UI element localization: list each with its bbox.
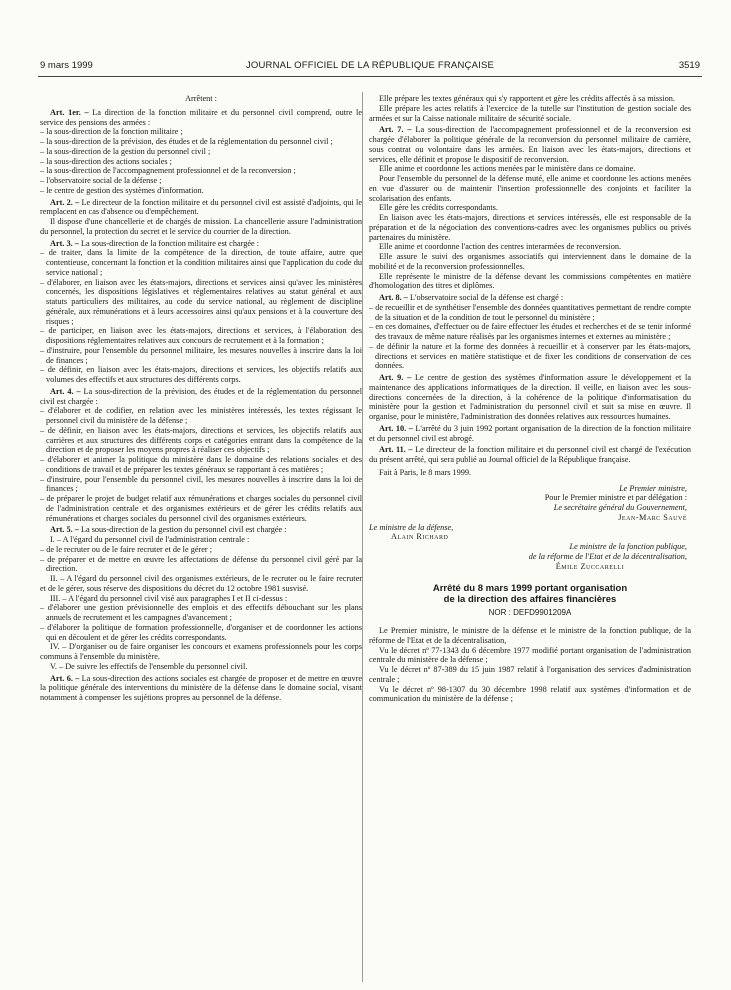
signature-line: Pour le Premier ministre et par délégation : xyxy=(544,493,687,503)
article-label: Art. 7. – xyxy=(379,125,412,135)
list-item: – d'élaborer une gestion prévisionnelle des emplois et des effectifs débouchant sur les plans annuels de recrutement et les campagnes d'avancement ; xyxy=(40,603,362,622)
signature-role: Le secrétaire général du Gouvernement, xyxy=(553,503,687,512)
column-divider xyxy=(362,92,363,982)
article-paragraph xyxy=(40,387,362,407)
body-paragraph: Vu le décret nº 87-389 du 15 juin 1987 relatif à l'organisation des services d'administration centrale ; xyxy=(369,665,691,684)
page-header xyxy=(40,60,700,76)
body-paragraph: Elle prépare les textes généraux qui s'y rapportent et gère les crédits affectés à sa mission. xyxy=(379,94,675,103)
list-item: – l'observatoire social de la défense ; xyxy=(40,176,162,185)
list-item: – d'instruire, pour l'ensemble du personnel militaire, les mesures nouvelles à inscrire dans la loi de finances ; xyxy=(40,345,362,365)
page-number: 3519 xyxy=(678,60,700,71)
article-paragraph xyxy=(40,525,362,535)
body-paragraph: Elle anime et coordonne les actions menées par le ministère dans ce domaine. xyxy=(379,164,636,174)
list-item: – d'instruire, pour l'ensemble du personnel civil, les mesures nouvelles à inscrire dans la loi de finances ; xyxy=(40,474,362,494)
spacer xyxy=(369,571,691,583)
signature-role: Le Premier ministre, xyxy=(619,483,687,493)
list-item: – de traiter, dans la limite de la compétence de la direction, de toute affaire, autre que contentieuse, concernant la fonction et la condition militaires ainsi que l'application du code du service national ; xyxy=(40,248,362,277)
article-text: Le directeur de la fonction militaire et du personnel civil est assisté d'adjoints, qui le remplacent en cas d'absence ou d'empêchement. xyxy=(40,197,362,217)
article-text: La sous-direction de la fonction militaire est chargée : xyxy=(78,238,260,248)
list-item: – de recueillir et de synthétiser l'ensemble des données quantitatives permettant de rendre compte de la situation et de la condition de tout le personnel du ministère ; xyxy=(369,302,691,322)
body-paragraph: I. – A l'égard du personnel civil de l'administration centrale : xyxy=(50,535,250,544)
signature-role: Le ministre de la fonction publique, xyxy=(569,542,687,551)
article-text: L'observatoire social de la défense est chargé : xyxy=(407,293,564,302)
nor-reference: NOR : DEFD9901209A xyxy=(488,608,572,618)
body-paragraph: Elle assure le suivi des organismes associatifs qui interviennent dans le domaine de la mobilité et de la reconversion professionnelles. xyxy=(369,252,691,271)
body-paragraph: Elle prépare les actes relatifs à l'exercice de la tutelle sur l'institution de gestion sociale des armées et sur la Caisse nationale militaire de sécurité sociale. xyxy=(369,103,691,123)
body-paragraph: IV. – D'organiser ou de faire organiser les concours et examens professionnels pour les corps communs à l'ensemble du ministère. xyxy=(40,642,362,661)
body-paragraph: III. – A l'égard du personnel civil visé aux paragraphes I et II ci-dessus : xyxy=(50,593,288,603)
body-paragraph: Vu le décret nº 98-1307 du 30 décembre 1998 relatif aux systèmes d'information et de communication du ministère de la défense ; xyxy=(369,684,691,704)
list-item: – de préparer et de mettre en œuvre les affectations de défense du personnel civil géré par la direction. xyxy=(40,554,362,574)
journal-title: JOURNAL OFFICIEL DE LA RÉPUBLIQUE FRANÇAISE xyxy=(245,60,495,71)
article-paragraph xyxy=(369,293,691,303)
article-text: La sous-direction des actions sociales est chargée de proposer et de mettre en œuvre la politique générale des interventions du ministère de la défense dans le domaine social, visant notamment à compenser les sujétions propres au personnel de la défense. xyxy=(40,673,362,702)
list-item: – d'élaborer la politique de formation professionnelle, d'organiser et de coordonner les actions qui en découlent et de gérer les crédits correspondants. xyxy=(40,622,362,642)
article-label: Art. 8. – xyxy=(379,293,408,302)
header-rule xyxy=(38,76,702,77)
list-item: – de définir, en liaison avec les états-majors, directions et services, les objectifs relatifs aux volumes des effectifs et aux structures des différents corps. xyxy=(40,365,362,384)
article-label: Art. 10. – xyxy=(379,423,413,433)
body-paragraph: Le Premier ministre, le ministre de la défense et le ministre de la fonction publique, de la réforme de l'Etat et de la décentralisation, xyxy=(369,626,691,645)
article-paragraph xyxy=(369,424,691,444)
list-item: – de définir, en liaison avec les états-majors, directions et services, les objectifs relatifs aux carrières et aux structures des différents corps et catégories entrant dans la compétence de la direction et de proposer les moyens propres à réaliser ces objectifs ; xyxy=(40,425,362,455)
article-paragraph xyxy=(369,373,691,422)
list-item: – la sous-direction des actions sociales ; xyxy=(40,156,172,166)
article-label: Art. 3. – xyxy=(50,238,79,248)
article-text: Le directeur de la fonction militaire et du personnel civil est chargé de l'exécution du présent arrêté, qui sera publié au Journal officiel de la République française. xyxy=(369,445,691,464)
body-paragraph: Elle anime et coordonne l'action des centres interarmées de reconversion. xyxy=(379,242,622,252)
list-item: – d'élaborer, en liaison avec les états-majors, directions et services ainsi qu'avec les ministères concernés, les dispositions législatives et réglementaires relatives au statut général et aux statuts particuliers des militaires, au code du service national, au règlement de discipline générale, aux rémunérations et à leurs accessoires ainsi qu'aux pensions et à la couverture des risques ; xyxy=(40,277,362,326)
list-item: – la sous-direction de l'accompagnement professionnel et de la reconversion ; xyxy=(40,166,296,176)
body-paragraph: Vu le décret nº 77-1343 du 6 décembre 1977 modifié portant organisation de l'administration centrale du ministère de la défense ; xyxy=(369,645,691,665)
decree-title: Arrêté du 8 mars 1999 portant organisation xyxy=(432,583,628,595)
left-column xyxy=(40,94,362,984)
body-paragraph: Pour l'ensemble du personnel de la défense muté, elle anime et coordonne les actions menées en vue d'assurer ou de maintenir l'insertion professionnelle des conjoints et faciliter la scolarisation des enfants. xyxy=(369,174,691,203)
decree-title: de la direction des affaires financières xyxy=(443,594,617,606)
article-label: Art. 1er. – xyxy=(50,107,89,117)
preamble-line: Arrêtent : xyxy=(185,94,217,103)
list-item: – le centre de gestion des systèmes d'information. xyxy=(40,185,204,195)
list-item: – d'élaborer et de codifier, en relation avec les ministères intéressés, les textes régissant le personnel civil du ministère de la défense ; xyxy=(40,406,362,425)
header-date: 9 mars 1999 xyxy=(40,60,93,71)
article-text: Le centre de gestion des systèmes d'information assure le développement et la maintenance des applications informatiques de la direction. Il veille, en liaison avec les sous-directions concernées de la direction, à la cohérence de la politique d'informatisation du ministère pour la gestion et l'administration du personnel civil et suit sa mise en œuvre. Il organise, pour le ministère, l'administration des données relatives aux ressources humaines. xyxy=(369,373,691,421)
article-label: Art. 5. – xyxy=(50,525,79,535)
signatory-name: Émile Zuccarelli xyxy=(555,561,625,571)
article-label: Art. 4. – xyxy=(50,386,81,396)
body-paragraph: En liaison avec les états-majors, directions et services intéressés, elle est responsable de la préparation et de la négociation des conventions-cadres avec les organismes publics ou privés partenaires du ministère. xyxy=(369,213,691,242)
article-text: L'arrêté du 3 juin 1992 portant organisation de la direction de la fonction militaire et du personnel civil est abrogé. xyxy=(369,423,691,443)
list-item: – la sous-direction de la fonction militaire ; xyxy=(40,127,183,137)
signature-role: de la réforme de l'Etat et de la décentralisation, xyxy=(528,551,687,561)
signing-date: Fait à Paris, le 8 mars 1999. xyxy=(379,467,472,477)
body-paragraph: Il dispose d'une chancellerie et de chargés de mission. La chancellerie assure l'administration du personnel, la protection du secret et le service du courrier de la direction. xyxy=(40,217,362,236)
article-label: Art. 6. – xyxy=(50,673,80,683)
body-paragraph: Elle représente le ministre de la défense devant les commissions compétentes en matière d'homologation des titres et diplômes. xyxy=(369,271,691,291)
signatory-name: Jean-Marc Sauvé xyxy=(618,512,687,522)
article-label: Art. 2. – xyxy=(50,197,80,207)
article-paragraph xyxy=(369,125,691,164)
list-item: – de participer, en liaison avec les états-majors, directions et services, à l'élaboration des dispositions réglementaires relatives aux concours de recrutement et à la formation ; xyxy=(40,326,362,345)
article-label: Art. 9. – xyxy=(379,373,412,382)
article-paragraph xyxy=(369,445,691,465)
list-item: – la sous-direction de la gestion du personnel civil ; xyxy=(40,146,211,156)
list-item: – de définir la nature et la forme des données à recueillir et à conserver par les états-majors, directions et services en matière statistique et de fixer les conditions de conservation de ces données. xyxy=(369,341,691,371)
list-item: – en ces domaines, d'effectuer ou de faire effectuer les études et recherches et de se tenir informé des travaux de même nature réalisés par les organismes internes et externes au ministère ; xyxy=(369,322,691,341)
signature-role: Le ministre de la défense, xyxy=(369,522,454,532)
body-paragraph: Elle gère les crédits correspondants. xyxy=(379,203,498,213)
article-paragraph xyxy=(40,198,362,218)
article-text: La sous-direction de la prévision, des études et de la réglementation du personnel civil est chargée : xyxy=(40,386,362,406)
body-paragraph: II. – A l'égard du personnel civil des organismes extérieurs, de le recruter ou le faire recruter et de le gérer, sous réserve des dispositions du décret du 12 octobre 1981 susvisé. xyxy=(40,574,362,593)
article-label: Art. 11. – xyxy=(379,445,413,455)
article-text: La sous-direction de l'accompagnement professionnel et de la reconversion est chargée d'élaborer la politique générale de la reconversion du personnel militaire de carrière, sous contrat ou volontaire dans les armées. En liaison avec les états-majors, directions et services, elle définit et propose le dispositif de reconversion. xyxy=(369,125,691,164)
article-paragraph xyxy=(40,108,362,128)
list-item: – de le recruter ou de le faire recruter et de le gérer ; xyxy=(40,544,212,554)
body-paragraph: V. – De suivre les effectifs de l'ensemble du personnel civil. xyxy=(50,661,248,671)
right-column xyxy=(369,94,691,984)
list-item: – de préparer le projet de budget relatif aux rémunérations et charges sociales du personnel civil de l'administration centrale et des organismes extérieurs et de gérer les crédits relatifs aux rémunérations et charges sociales du personnel civil des organismes extérieurs. xyxy=(40,494,362,523)
list-item: – d'élaborer et animer la politique du ministère dans le domaine des relations sociales et des conditions de travail et de préparer les textes généraux se rapportant à ces matières ; xyxy=(40,455,362,474)
signatory-name: Alain Richard xyxy=(391,532,449,542)
list-item: – la sous-direction de la prévision, des études et de la réglementation du personnel civil ; xyxy=(40,137,333,146)
article-paragraph xyxy=(40,239,362,249)
article-text: La sous-direction de la gestion du personnel civil est chargée : xyxy=(78,525,287,535)
article-paragraph xyxy=(40,674,362,703)
article-text: La direction de la fonction militaire et du personnel civil comprend, outre le service des pensions des armées : xyxy=(40,107,362,127)
